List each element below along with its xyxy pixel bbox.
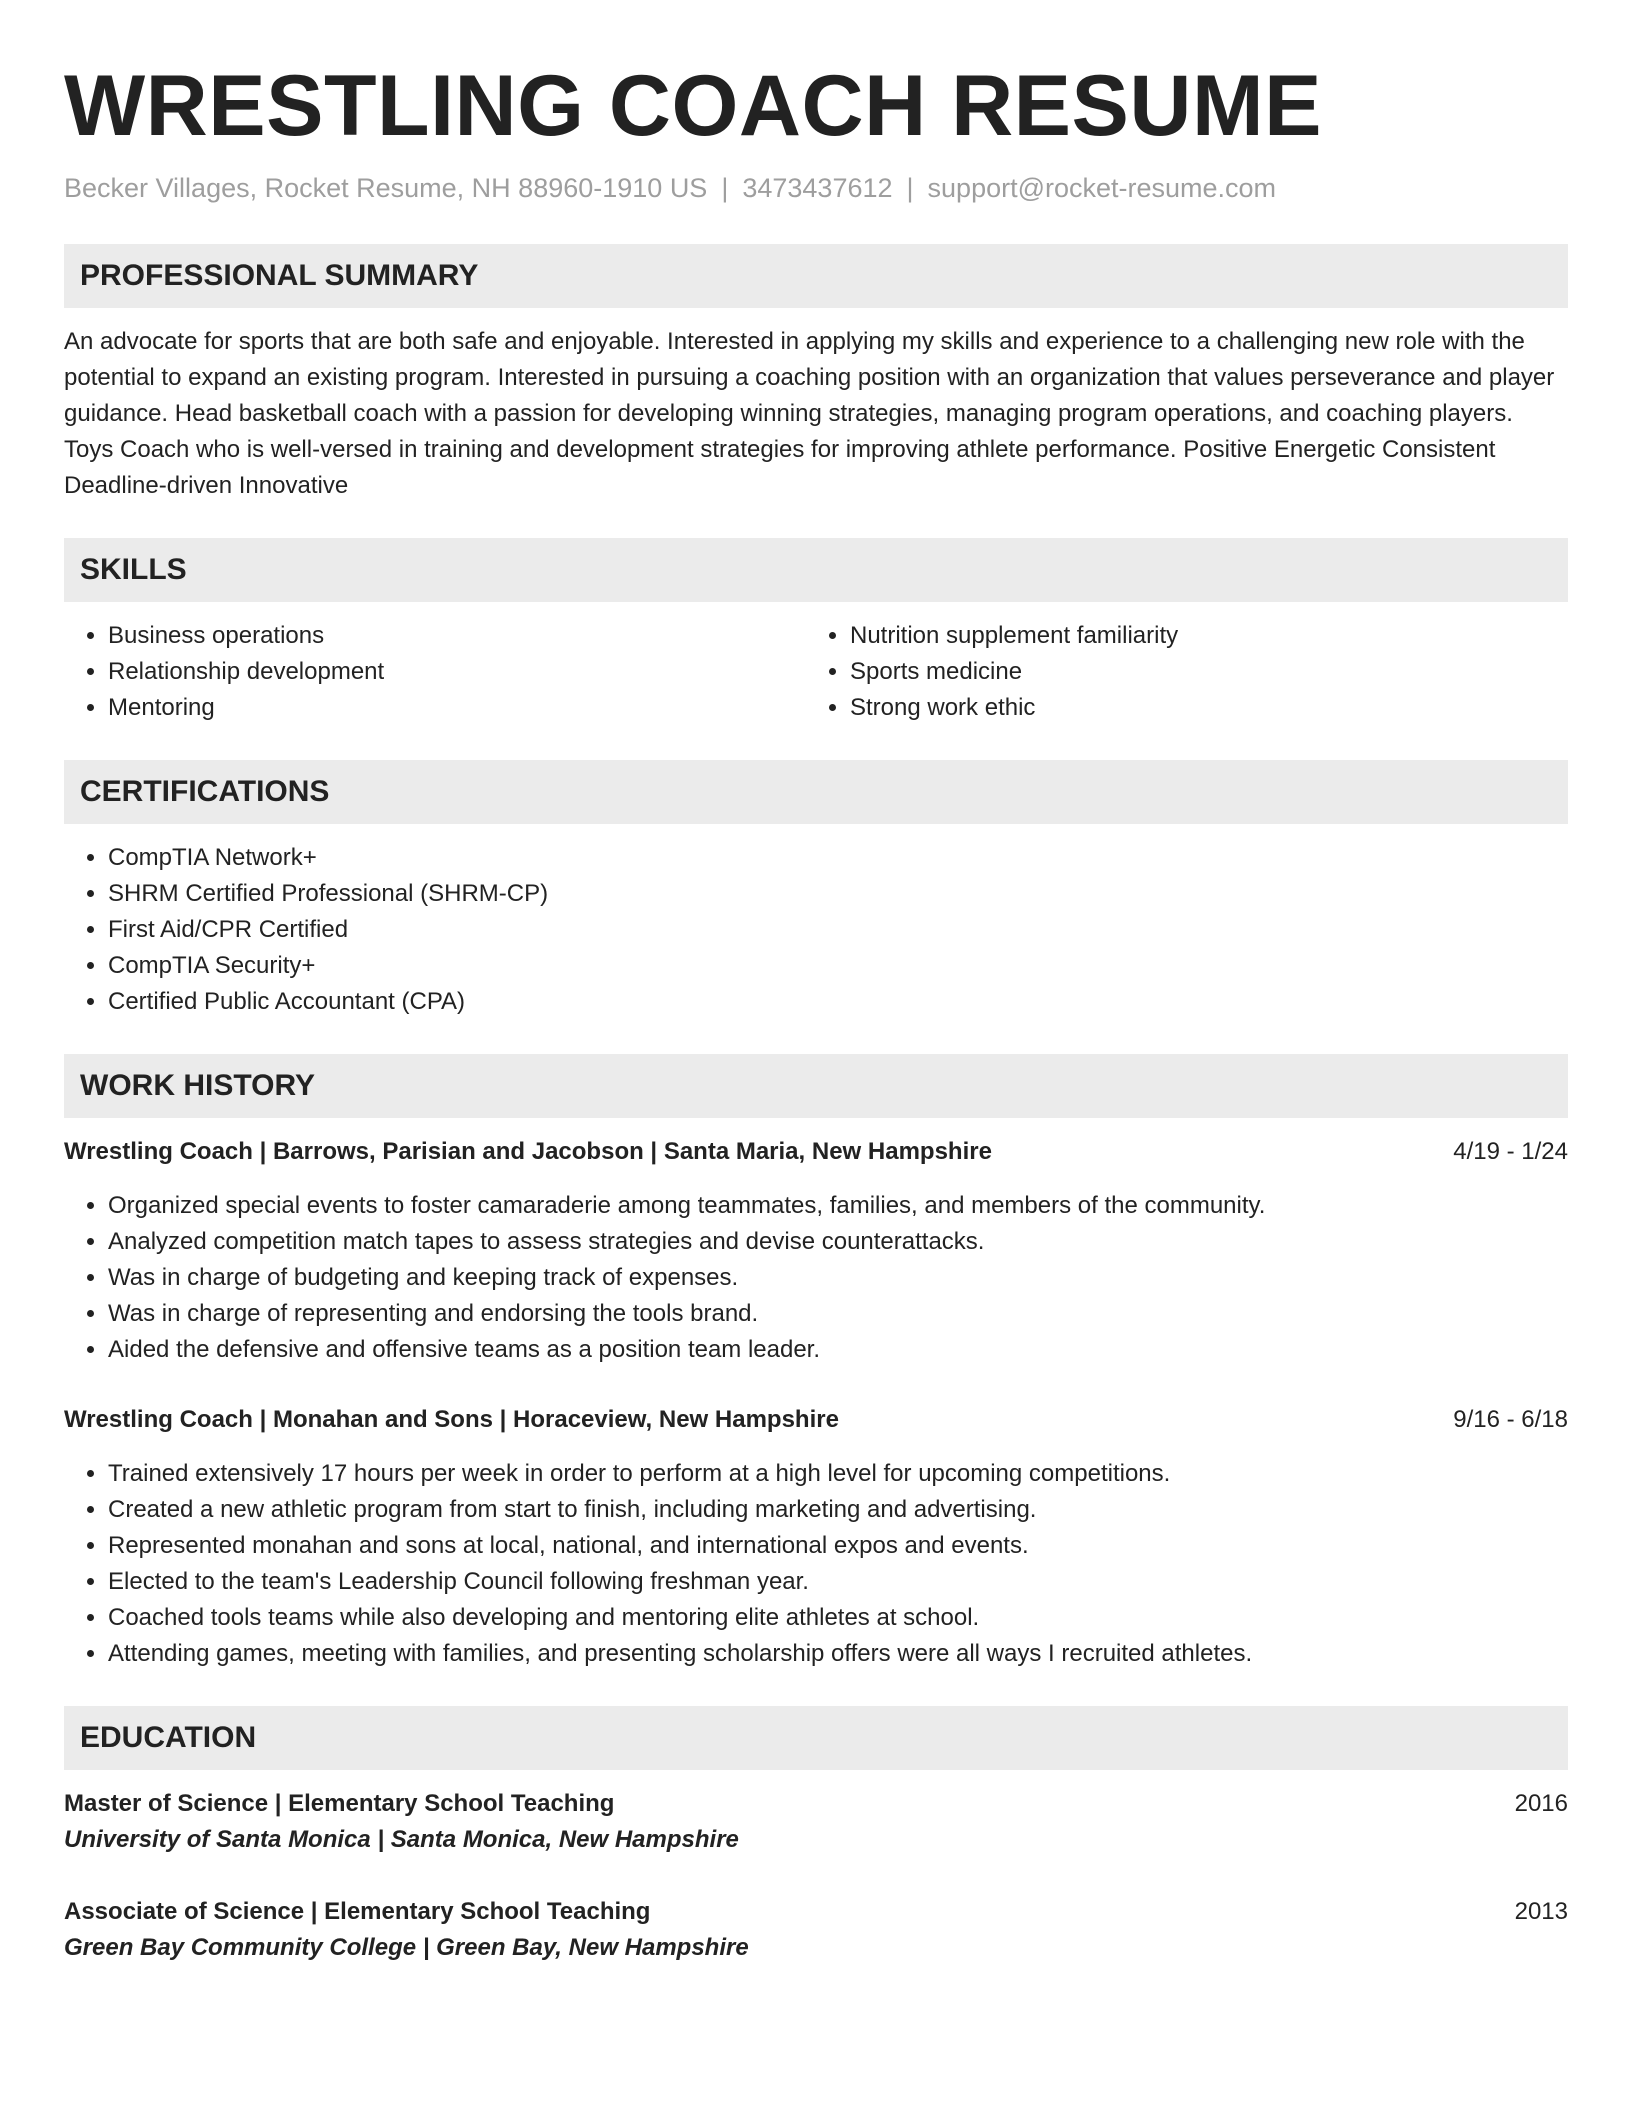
summary-heading: PROFESSIONAL SUMMARY	[64, 244, 1568, 308]
job-bullet: • Organized special events to foster camaraderie among teammates, families, and members of the community.	[108, 1188, 1568, 1224]
job-title: Wrestling Coach | Barrows, Parisian and Jacobson | Santa Maria, New Hampshire	[64, 1138, 992, 1165]
skills-grid	[64, 618, 1568, 726]
contact-address: Becker Villages, Rocket Resume, NH 88960-1910 US	[64, 173, 708, 203]
skill-item: • Nutrition supplement familiarity	[850, 618, 1548, 654]
contact-line	[64, 170, 1568, 206]
work-history-heading: WORK HISTORY	[64, 1054, 1568, 1118]
certifications-section	[64, 760, 1568, 1020]
job-dates: 9/16 - 6/18	[1453, 1406, 1568, 1433]
skill-item: • Sports medicine	[850, 654, 1548, 690]
skills-list-right	[806, 618, 1548, 726]
education-school: University of Santa Monica | Santa Monica, New Hampshire	[64, 1826, 739, 1853]
job-entry	[64, 1134, 1568, 1368]
contact-phone: 3473437612	[742, 173, 893, 203]
certifications-list	[64, 840, 1568, 1020]
job-header	[64, 1134, 1568, 1170]
job-bullet: • Aided the defensive and offensive teams as a position team leader.	[108, 1332, 1568, 1368]
work-history-section	[64, 1054, 1568, 1672]
contact-separator: |	[721, 173, 729, 203]
job-header	[64, 1402, 1568, 1438]
education-header	[64, 1786, 1568, 1822]
skill-item: • Relationship development	[108, 654, 806, 690]
education-degree: Associate of Science | Elementary School Teaching	[64, 1898, 651, 1925]
job-dates: 4/19 - 1/24	[1453, 1138, 1568, 1165]
job-bullet: • Elected to the team's Leadership Council following freshman year.	[108, 1564, 1568, 1600]
resume-title: WRESTLING COACH RESUME	[64, 58, 1322, 154]
certifications-heading: CERTIFICATIONS	[64, 760, 1568, 824]
skills-column-left	[64, 618, 806, 726]
job-bullet: • Analyzed competition match tapes to assess strategies and devise counterattacks.	[108, 1224, 1568, 1260]
certification-item: • Certified Public Accountant (CPA)	[108, 984, 1568, 1020]
job-bullet: • Trained extensively 17 hours per week in order to perform at a high level for upcoming competitions.	[108, 1456, 1568, 1492]
skills-section	[64, 538, 1568, 726]
education-school: Green Bay Community College | Green Bay, New Hampshire	[64, 1934, 749, 1961]
resume-page	[64, 56, 1568, 1966]
job-bullet: • Represented monahan and sons at local, national, and international expos and events.	[108, 1528, 1568, 1564]
education-degree: Master of Science | Elementary School Teaching	[64, 1790, 615, 1817]
job-title: Wrestling Coach | Monahan and Sons | Horaceview, New Hampshire	[64, 1406, 839, 1433]
education-year: 2016	[1514, 1790, 1568, 1817]
job-bullet: • Was in charge of representing and endorsing the tools brand.	[108, 1296, 1568, 1332]
education-entry	[64, 1786, 1568, 1858]
education-section	[64, 1706, 1568, 1966]
job-bullets	[64, 1456, 1568, 1672]
contact-email: support@rocket-resume.com	[927, 173, 1277, 203]
certification-item: • CompTIA Network+	[108, 840, 1568, 876]
skills-column-right	[806, 618, 1548, 726]
education-heading: EDUCATION	[64, 1706, 1568, 1770]
summary-section	[64, 244, 1568, 504]
education-header	[64, 1894, 1568, 1930]
skill-item: • Business operations	[108, 618, 806, 654]
contact-separator: |	[906, 173, 914, 203]
certification-item: • SHRM Certified Professional (SHRM-CP)	[108, 876, 1568, 912]
skill-item: • Strong work ethic	[850, 690, 1548, 726]
education-entry	[64, 1894, 1568, 1966]
skill-item: • Mentoring	[108, 690, 806, 726]
skills-list-left	[64, 618, 806, 726]
certification-item: • First Aid/CPR Certified	[108, 912, 1568, 948]
job-bullet: • Was in charge of budgeting and keeping track of expenses.	[108, 1260, 1568, 1296]
job-entry	[64, 1402, 1568, 1672]
job-bullet: • Attending games, meeting with families, and presenting scholarship offers were all ways I recruited athletes.	[108, 1636, 1568, 1672]
summary-text: An advocate for sports that are both safe and enjoyable. Interested in applying my skills and experience to a challenging new role with the potential to expand an existing program. Interested in pursuing a coaching position with an organization that values perseverance and player guidance. Head basketball coach with a passion for developing winning strategies, managing program operations, and coaching players. Toys Coach who is well-versed in training and development strategies for improving athlete performance. Positive Energetic Consistent Deadline-driven Innovative	[64, 328, 1555, 499]
certification-item: • CompTIA Security+	[108, 948, 1568, 984]
education-year: 2013	[1514, 1898, 1568, 1925]
skills-heading: SKILLS	[64, 538, 1568, 602]
job-bullet: • Created a new athletic program from start to finish, including marketing and advertising.	[108, 1492, 1568, 1528]
job-bullets	[64, 1188, 1568, 1368]
job-bullet: • Coached tools teams while also developing and mentoring elite athletes at school.	[108, 1600, 1568, 1636]
